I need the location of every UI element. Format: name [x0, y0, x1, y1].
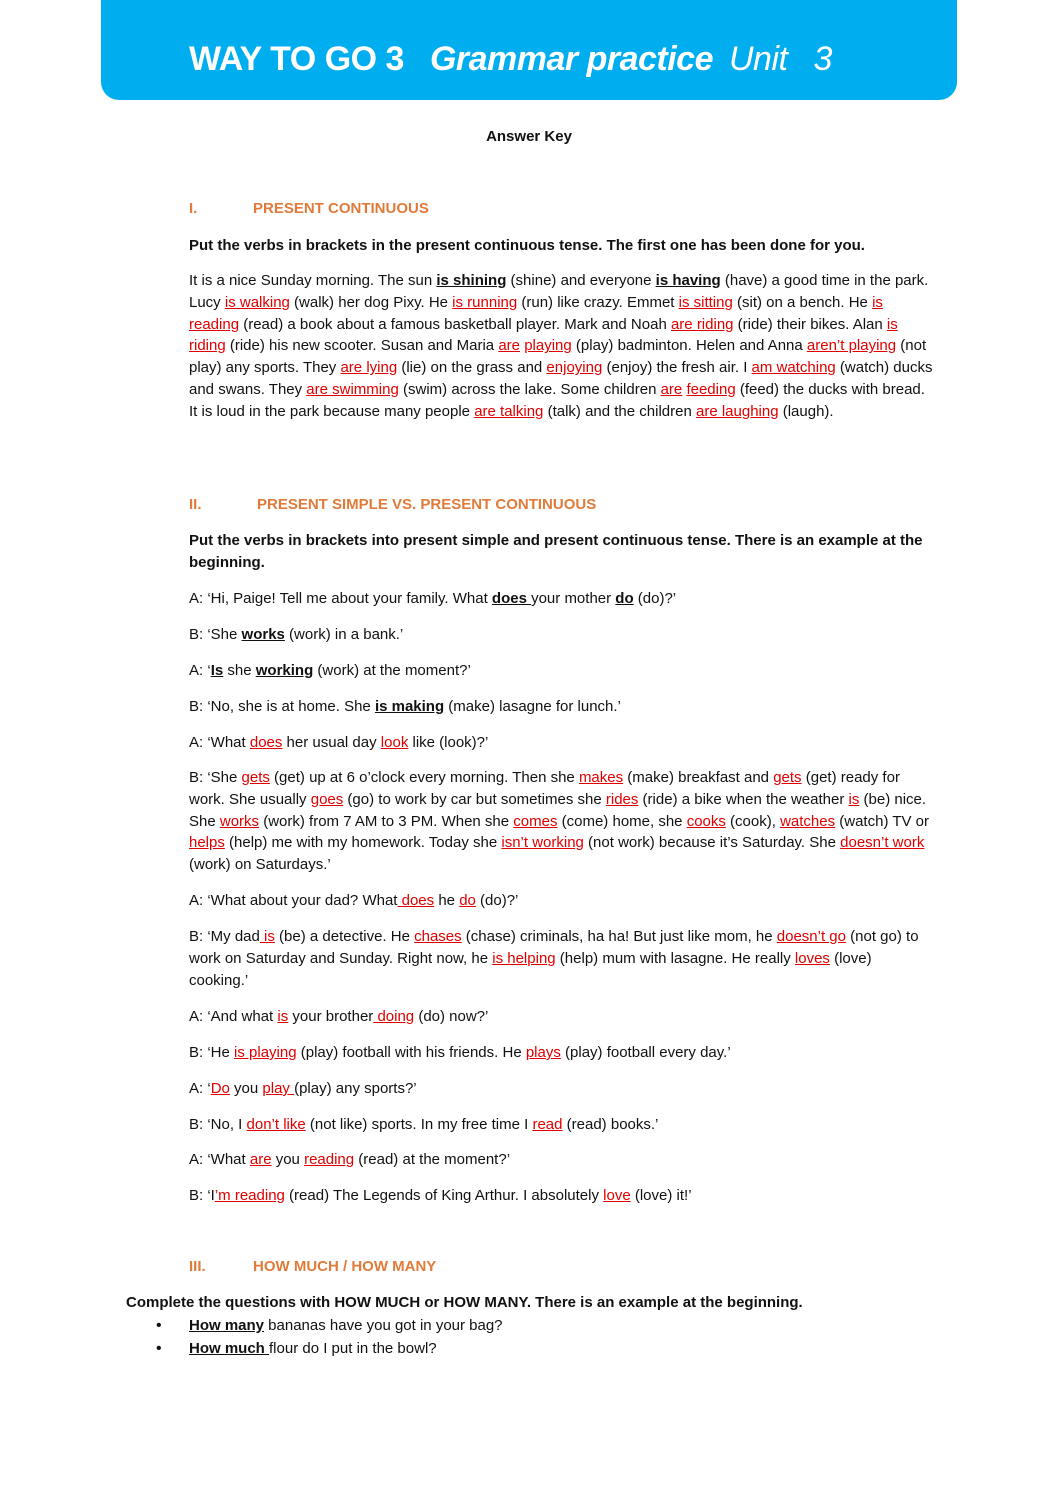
dialogue-line: B: ‘My dad is (be) a detective. He chases (chase) criminals, ha ha! But just like mom, he doesn’t go (not go) to work on Saturday and Sunday. Right now, he is helping (help) mum with lasagne. He really loves (love) cooking.’ — [189, 928, 919, 989]
section-title: HOW MUCH / HOW MANY — [253, 1258, 437, 1275]
section-number: III. — [189, 1258, 206, 1275]
unit-number: 3 — [813, 40, 832, 78]
dialogue-line: A: ‘What does her usual day look like (look)?’ — [189, 734, 489, 751]
dialogue-line: B: ‘She gets (get) up at 6 o’clock every morning. Then she makes (make) breakfast and gets (get) ready for work. She usually goes (go) to work by car but sometimes she rides (ride) a bike when the weather is (be) nice. She works (work) from 7 AM to 3 PM. When she comes (come) home, she cooks (cook), watches (watch) TV or helps (help) me with my homework. Today she isn’t working (not work) because it’s Saturday. She doesn’t work (work) on Saturdays.’ — [189, 769, 930, 874]
unit-label: Unit — [729, 40, 788, 78]
section-1-heading — [189, 200, 429, 217]
header-title — [189, 40, 832, 79]
list-item: • How much flour do I put in the bowl? — [150, 1337, 503, 1360]
section-title: PRESENT CONTINUOUS — [253, 200, 429, 217]
dialogue-line: B: ‘She works (work) in a bank.’ — [189, 626, 404, 643]
section-2-heading — [189, 496, 596, 513]
dialogue-line: A: ‘What about your dad? What does he do (do)?’ — [189, 892, 519, 909]
dialogue-line: B: ‘He is playing (play) football with his friends. He plays (play) football every day.’ — [189, 1044, 731, 1061]
dialogue-line: A: ‘Is she working (work) at the moment?’ — [189, 662, 471, 679]
list-item: • How many bananas have you got in your bag? — [150, 1314, 503, 1337]
section-title: PRESENT SIMPLE VS. PRESENT CONTINUOUS — [257, 496, 597, 513]
how-much-list — [150, 1314, 503, 1360]
section-2-instruction: Put the verbs in brackets into present simple and present continuous tense. There is an example at the beginning. — [189, 532, 923, 571]
series-title: WAY TO GO 3 — [189, 40, 404, 78]
header-banner — [101, 0, 957, 100]
dialogue-line: A: ‘What are you reading (read) at the moment?’ — [189, 1151, 511, 1168]
subject-title: Grammar practice — [429, 40, 713, 78]
section-number: I. — [189, 200, 198, 217]
section-1-instruction: Put the verbs in brackets in the present continuous tense. The first one has been done for you. — [189, 237, 865, 254]
dialogue-line: B: ‘No, I don’t like (not like) sports. In my free time I read (read) books.’ — [189, 1116, 659, 1133]
dialogue-line: B: ‘No, she is at home. She is making (make) lasagne for lunch.’ — [189, 698, 621, 715]
dialogue-line: B: ‘I’m reading (read) The Legends of King Arthur. I absolutely love (love) it!’ — [189, 1187, 692, 1204]
section-number: II. — [189, 496, 202, 513]
dialogue-line: A: ‘Hi, Paige! Tell me about your family. What does your mother do (do)?’ — [189, 590, 677, 607]
section-3-heading — [189, 1258, 436, 1275]
dialogue-line: A: ‘And what is your brother doing (do) now?’ — [189, 1008, 489, 1025]
section-3-instruction: Complete the questions with HOW MUCH or HOW MANY. There is an example at the beginning. — [126, 1294, 803, 1311]
page-title: Answer Key — [486, 128, 572, 145]
section-1-paragraph: It is a nice Sunday morning. The sun is shining (shine) and everyone is having (have) a good time in the park. Lucy is walking (walk) her dog Pixy. He is running (run) like crazy. Emmet is sitting (sit) on a bench. He is reading (read) a book about a famous basketball player. Mark and Noah are riding (ride) their bikes. Alan is riding (ride) his new scooter. Susan and Maria are playing (play) badminton. Helen and Anna aren’t playing (not play) any sports. They are lying (lie) on the grass and enjoying (enjoy) the fresh air. I am watching (watch) ducks and swans. They are swimming (swim) across the lake. Some children are feeding (feed) the ducks with bread. It is loud in the park because many people are talking (talk) and the children are laughing (laugh). — [189, 272, 933, 420]
dialogue-line: A: ‘Do you play (play) any sports?’ — [189, 1080, 417, 1097]
